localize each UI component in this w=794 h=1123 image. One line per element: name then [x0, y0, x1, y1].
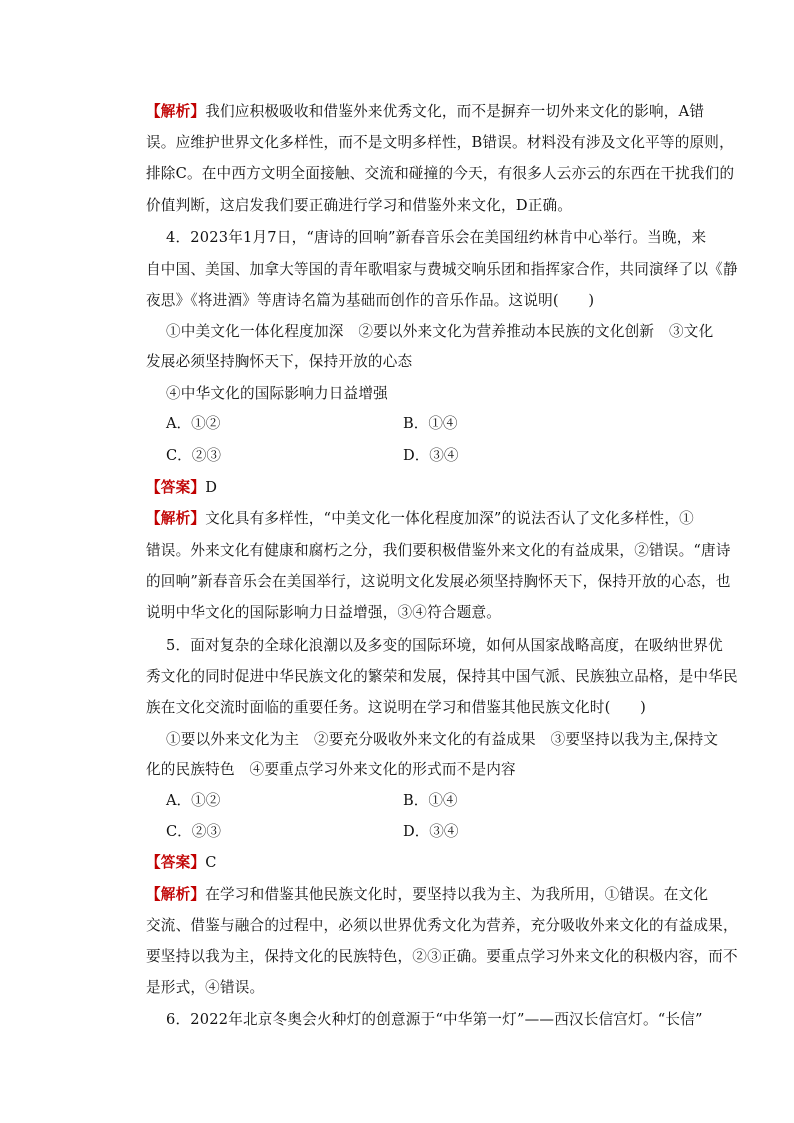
q5-stem-line-2: 秀文化的同时促进中华民族文化的繁荣和发展，保持其中国气派、民族独立品格，是中华民: [146, 668, 738, 685]
q4-stem-line-3: 夜思》《将进酒》等唐诗名篇为基础而创作的音乐作品。这说明( ): [146, 292, 595, 309]
q5-option-b[interactable]: B．①④: [403, 792, 458, 809]
q5-statement-line-1: ①要以外来文化为主 ②要充分吸收外来文化的有益成果 ③要坚持以我为主,保持文: [166, 731, 719, 748]
q5-analysis-line-4: 是形式，④错误。: [146, 979, 265, 996]
q4-statement-line-3: ④中华文化的国际影响力日益增强: [166, 385, 388, 402]
q3-analysis-line-1: 【解析】我们应积极吸收和借鉴外来优秀文化，而不是摒弃一切外来文化的影响，A错: [146, 103, 705, 120]
q5-option-a[interactable]: A．①②: [166, 792, 221, 809]
analysis-label: 【解析】: [146, 510, 206, 527]
q4-analysis-line-2: 错误。外来文化有健康和腐朽之分，我们要积极借鉴外来文化的有益成果，②错误。“唐诗: [146, 542, 731, 559]
q3-analysis-line-3: 排除C。在中西方文明全面接触、交流和碰撞的今天，有很多人云亦云的东西在干扰我们的: [146, 165, 735, 182]
q4-option-b[interactable]: B．①④: [403, 415, 458, 432]
q4-option-a[interactable]: A．①②: [166, 415, 221, 432]
analysis-label: 【解析】: [146, 103, 206, 120]
q5-analysis-line-3: 要坚持以我为主，保持文化的民族特色，②③正确。要重点学习外来文化的积极内容，而不: [146, 948, 738, 965]
q5-analysis-line-1: 【解析】在学习和借鉴其他民族文化时，要坚持以我为主、为我所用，①错误。在文化: [146, 886, 709, 903]
answer-label: 【答案】: [146, 479, 206, 496]
q5-option-d[interactable]: D．③④: [403, 823, 459, 840]
q5-statement-line-2: 化的民族特色 ④要重点学习外来文化的形式而不是内容: [146, 761, 516, 778]
q5-answer-value: C: [205, 854, 217, 871]
q5-option-c[interactable]: C．②③: [166, 823, 221, 840]
q4-analysis-line-4: 说明中华文化的国际影响力日益增强，③④符合题意。: [146, 604, 502, 621]
q3-analysis-line-4: 价值判断，这启发我们要正确进行学习和借鉴外来文化，D正确。: [146, 197, 573, 214]
q4-statement-line-2: 发展必须坚持胸怀天下，保持开放的心态: [146, 353, 413, 370]
q4-answer-value: D: [205, 479, 218, 496]
q5-analysis-line-2: 交流、借鉴与融合的过程中，必须以世界优秀文化为营养，充分吸收外来文化的有益成果，: [146, 917, 738, 934]
q5-stem-line-1: 5．面对复杂的全球化浪潮以及多变的国际环境，如何从国家战略高度，在吸纳世界优: [166, 637, 723, 654]
analysis-label: 【解析】: [146, 886, 206, 903]
q5-stem-line-3: 族在文化交流时面临的重要任务。这说明在学习和借鉴其他民族文化时( ): [146, 699, 646, 716]
q4-answer: [146, 478, 217, 498]
q5-answer: [146, 853, 217, 873]
q4-option-d[interactable]: D．③④: [403, 447, 459, 464]
q4-stem-line-2: 自中国、美国、加拿大等国的青年歌唱家与费城交响乐团和指挥家合作，共同演绎了以《静: [146, 261, 738, 278]
q4-analysis-line-3: 的回响”新春音乐会在美国举行，这说明文化发展必须坚持胸怀天下，保持开放的心态，也: [146, 573, 731, 590]
q3-analysis-line-2: 误。应维护世界文化多样性，而不是文明多样性，B错误。材料没有涉及文化平等的原则，: [146, 134, 734, 151]
answer-label: 【答案】: [146, 854, 206, 871]
q4-analysis-line-1: 【解析】文化具有多样性，“中美文化一体化程度加深”的说法否认了文化多样性，①: [146, 510, 694, 527]
q4-option-c[interactable]: C．②③: [166, 447, 221, 464]
q6-stem-line-1: 6．2022年北京冬奥会火种灯的创意源于“中华第一灯”——西汉长信宫灯。“长信”: [166, 1011, 703, 1028]
q4-statement-line-1: ①中美文化一体化程度加深 ②要以外来文化为营养推动本民族的文化创新 ③文化: [166, 323, 714, 340]
q4-stem-line-1: 4．2023年1月7日，“唐诗的回响”新春音乐会在美国纽约林肯中心举行。当晚，来: [166, 229, 707, 246]
